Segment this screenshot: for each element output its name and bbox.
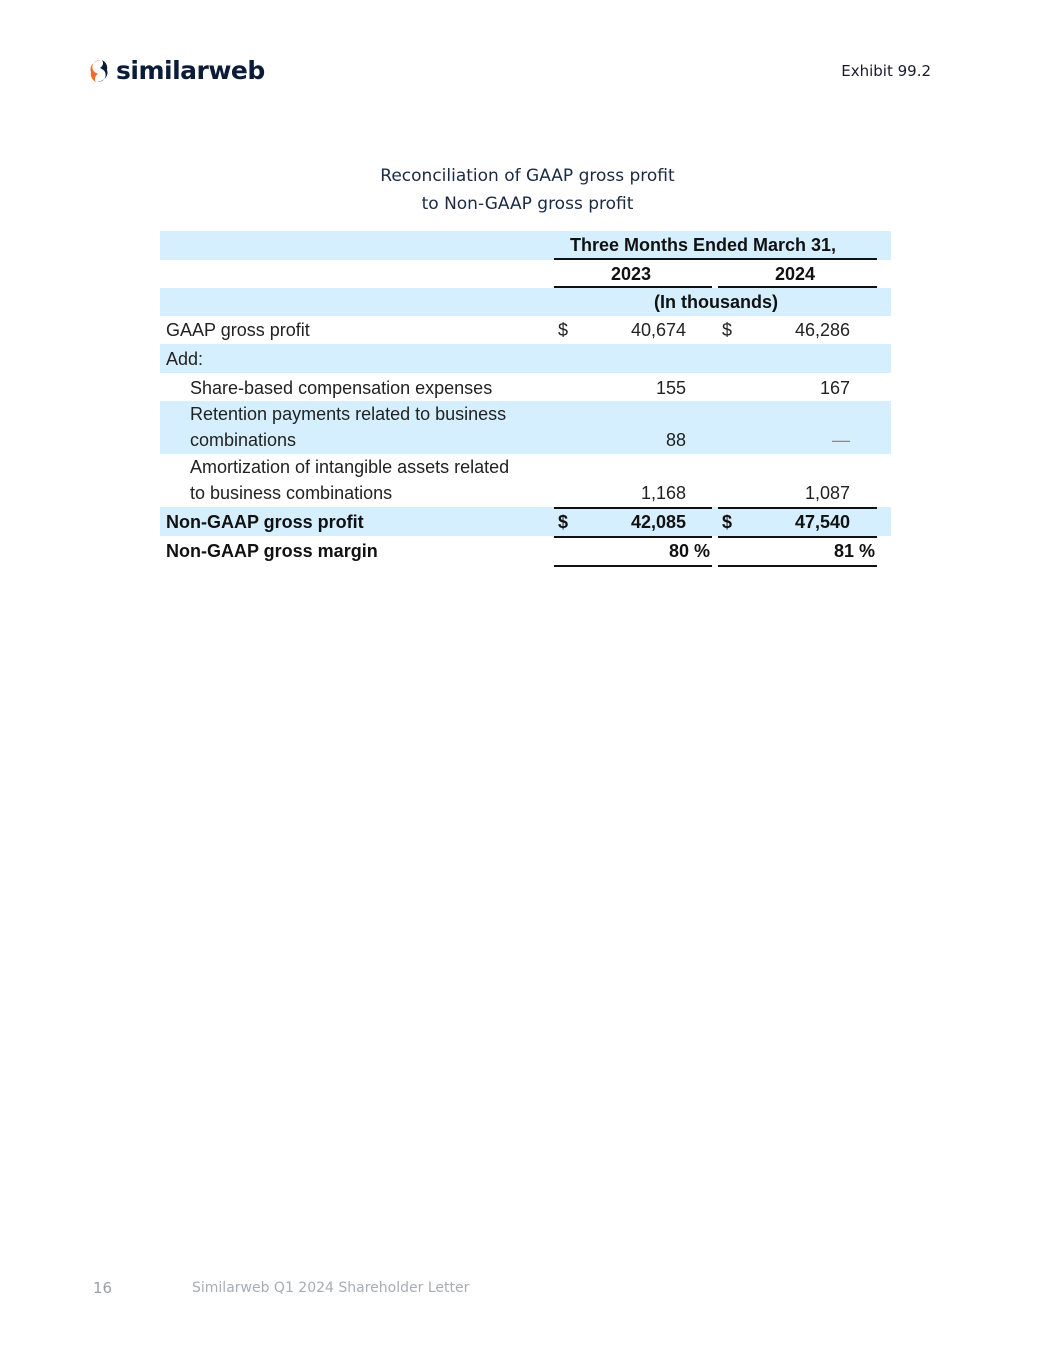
table-header-year-row xyxy=(160,260,891,288)
table-row xyxy=(160,454,891,507)
value-2023: 42,085 xyxy=(630,512,686,532)
row-label-line-2: to business combinations xyxy=(190,483,393,503)
row-label: Non-GAAP gross profit xyxy=(166,512,364,532)
row-label: Non-GAAP gross margin xyxy=(166,541,378,561)
value-2023: 155 xyxy=(655,378,686,398)
row-label-line-1: Amortization of intangible assets related xyxy=(190,457,510,477)
value-2024: 46,286 xyxy=(794,320,850,340)
year-2023-header: 2023 xyxy=(611,264,652,284)
currency-symbol: $ xyxy=(558,320,569,340)
row-label: Share-based compensation expenses xyxy=(190,378,493,398)
value-2023: 80 % xyxy=(668,541,710,561)
row-label-line-1: Retention payments related to business xyxy=(190,404,507,424)
margin-top-line-2023 xyxy=(554,536,712,538)
margin-bottom-line-2023 xyxy=(554,565,712,567)
table-header-period-row xyxy=(160,231,891,260)
value-2024: — xyxy=(832,430,850,450)
units-header: (In thousands) xyxy=(654,292,778,312)
table-title-line-1: Reconciliation of GAAP gross profit xyxy=(380,166,675,186)
logo-wordmark: similarweb xyxy=(116,56,265,85)
subtotal-line-2023 xyxy=(554,507,712,509)
table-row xyxy=(160,344,891,373)
currency-symbol: $ xyxy=(722,512,733,532)
similarweb-logo-icon xyxy=(88,58,110,84)
table-row xyxy=(160,401,891,454)
table-row xyxy=(160,316,891,344)
currency-symbol: $ xyxy=(722,320,733,340)
subtotal-line-2024 xyxy=(718,507,877,509)
footer-title: Similarweb Q1 2024 Shareholder Letter xyxy=(192,1280,470,1296)
table-row xyxy=(160,536,891,566)
row-label: Add: xyxy=(166,349,204,369)
page-number: 16 xyxy=(93,1279,113,1297)
similarweb-logo xyxy=(88,58,265,84)
margin-bottom-line-2024 xyxy=(718,565,877,567)
reconciliation-table xyxy=(160,231,891,566)
row-label-line-2: combinations xyxy=(190,430,297,450)
value-2023: 88 xyxy=(665,430,686,450)
value-2023: 40,674 xyxy=(630,320,686,340)
value-2024: 167 xyxy=(819,378,850,398)
value-2024: 81 % xyxy=(833,541,875,561)
margin-top-line-2024 xyxy=(718,536,877,538)
value-2023: 1,168 xyxy=(640,483,686,503)
exhibit-label: Exhibit 99.2 xyxy=(841,62,931,80)
row-label: GAAP gross profit xyxy=(166,320,310,340)
table-row xyxy=(160,507,891,536)
value-2024: 1,087 xyxy=(804,483,850,503)
table-header-units-row xyxy=(160,288,891,316)
table-row xyxy=(160,373,891,401)
table-title-line-2: to Non-GAAP gross profit xyxy=(421,194,634,214)
year-2024-header: 2024 xyxy=(775,264,816,284)
currency-symbol: $ xyxy=(558,512,569,532)
value-2024: 47,540 xyxy=(794,512,850,532)
period-header: Three Months Ended March 31, xyxy=(570,235,837,255)
